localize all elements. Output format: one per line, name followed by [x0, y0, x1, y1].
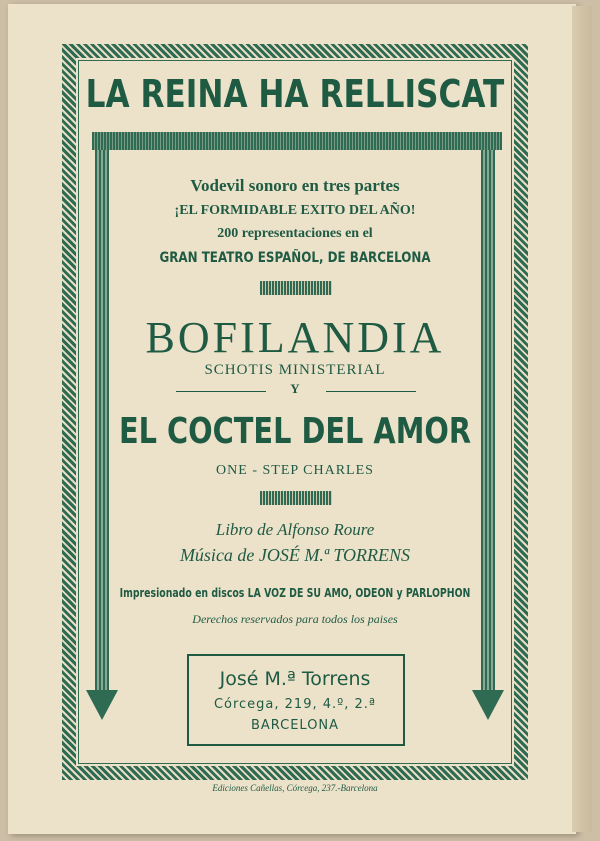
libretto-credit: Libro de Alfonso Roure [215, 520, 375, 539]
divider-line [326, 391, 416, 392]
recording-note: Impresionado en discos LA VOZ DE SU AMO, ODEON y PARLOPHON [119, 586, 471, 600]
connector: Y [290, 381, 300, 396]
subtitle-performances: 200 representaciones en el [217, 226, 373, 241]
publisher-street: Córcega, 219, 4.º, 2.ª [213, 697, 377, 712]
subtitle-genre: Vodevil sonoro en tres partes [190, 176, 400, 195]
subtitle-theatre: GRAN TEATRO ESPAÑOL, DE BARCELONA [159, 250, 431, 266]
song-2-title: EL COCTEL DEL AMOR [118, 411, 472, 452]
ornament-divider [260, 491, 332, 505]
top-decorative-bar [92, 132, 502, 150]
cover-title: LA REINA HA RELLISCAT [85, 72, 505, 116]
song-2-type: ONE - STEP CHARLES [216, 463, 374, 478]
footer-imprint: Ediciones Cañellas, Córcega, 237.-Barcelona [212, 783, 378, 793]
subtitle-success: ¡EL FORMIDABLE EXITO DEL AÑO! [174, 203, 416, 218]
music-credit: Música de JOSÉ M.ª TORRENS [179, 545, 411, 565]
song-1-title: BOFILANDIA [145, 313, 445, 362]
publisher-name: José M.ª Torrens [219, 668, 371, 690]
ornament-divider [260, 281, 332, 295]
song-1-type: SCHOTIS MINISTERIAL [204, 362, 386, 378]
rights-note: Derechos reservados para todos los paises [192, 612, 398, 626]
publisher-city: BARCELONA [250, 718, 340, 733]
